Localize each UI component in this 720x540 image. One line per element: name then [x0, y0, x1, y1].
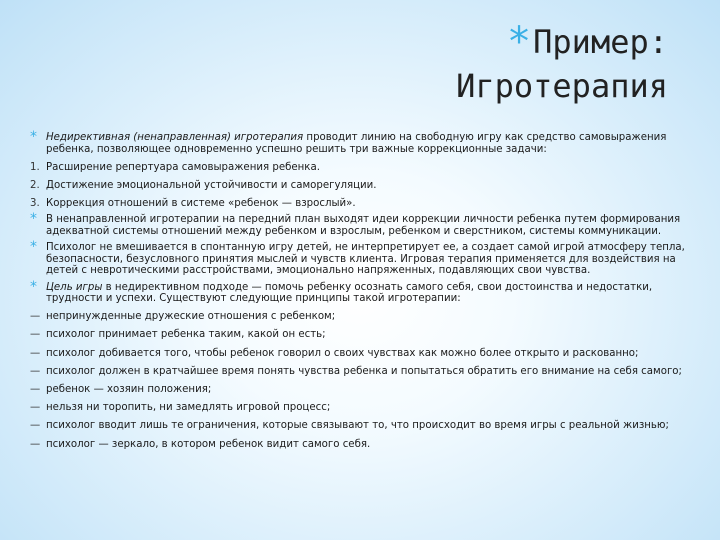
title-star-icon: * [507, 19, 532, 65]
dash-bullet: — [30, 384, 41, 396]
task-number: 1. [30, 161, 40, 173]
point-text: В ненаправленной игротерапии на передний план выходят идеи коррекции личности ребенка путем формирования адекватной системы отношений между ребенком и взрослым, ребенком и сверстником, системы коммуникации. [46, 214, 681, 237]
principle-text: нельзя ни торопить, ни замедлять игровой процесс; [46, 402, 331, 414]
principle-item [30, 366, 688, 378]
goal-paragraph [30, 278, 688, 305]
intro-paragraph [30, 129, 688, 155]
task-item [30, 180, 688, 192]
dash-bullet: — [30, 420, 41, 432]
point-paragraph [30, 211, 688, 237]
bullet-star-icon: * [30, 211, 37, 228]
bullet-star-icon: * [30, 278, 37, 295]
bullet-star-icon: * [30, 239, 37, 256]
title-line-1: *Пример: [507, 19, 668, 65]
principle-text: психолог вводит лишь те ограничения, которые связывают то, что происходит во время игры с реальной жизнью; [46, 420, 669, 432]
task-number: 2. [30, 179, 40, 191]
point-text: Психолог не вмешивается в спонтанную игру детей, не интерпретирует ее, а создает самой игрой атмосферу тепла, безопасности, безусловного принятия мыслей и чувств клиента. Игровая терапия применяется для воздействия на детей с невротическими расстройствами, эмоционально напряженных, подавляющих свои чувства. [46, 242, 685, 277]
intro-text: проводит линию на свободную игру как средство самовыражения ребенка, позволяющее одновременно успешно решить три важные коррекционные задачи: [46, 132, 667, 155]
principle-item [30, 402, 688, 414]
principle-item [30, 329, 688, 341]
task-text: Расширение репертуара самовыражения ребенка. [46, 161, 320, 173]
principle-item [30, 348, 688, 360]
principle-text: непринужденные дружеские отношения с ребенком; [46, 311, 336, 323]
principle-text: психолог добивается того, чтобы ребенок говорил о своих чувствах как можно более открыто и раскованно; [46, 347, 639, 359]
slide-title [456, 20, 668, 108]
task-item [30, 162, 688, 174]
principle-text: ребенок — хозяин положения; [46, 384, 212, 396]
principle-text: психолог должен в кратчайшее время понять чувства ребенка и попытаться обратить его внимание на себя самого; [46, 365, 682, 377]
slide-body [30, 129, 688, 457]
principle-item [30, 420, 688, 432]
dash-bullet: — [30, 347, 41, 359]
task-text: Коррекция отношений в системе «ребенок — взрослый». [46, 198, 356, 210]
title-line-2: Игротерапия [456, 67, 668, 105]
task-number: 3. [30, 198, 40, 210]
point-paragraph [30, 239, 688, 277]
principle-text: психолог — зеркало, в котором ребенок видит самого себя. [46, 438, 371, 450]
dash-bullet: — [30, 438, 41, 450]
goal-term: Цель игры [46, 281, 103, 293]
dash-bullet: — [30, 365, 41, 377]
principle-text: психолог принимает ребенка таким, какой он есть; [46, 329, 326, 341]
task-item [30, 198, 688, 210]
principle-item [30, 439, 688, 451]
bullet-star-icon: * [30, 129, 37, 145]
dash-bullet: — [30, 329, 41, 341]
principle-item [30, 384, 688, 396]
dash-bullet: — [30, 402, 41, 414]
intro-term: Недирективная (ненаправленная) игротерапия [46, 132, 304, 143]
dash-bullet: — [30, 311, 41, 323]
task-text: Достижение эмоциональной устойчивости и саморегуляции. [46, 179, 377, 191]
principle-item [30, 311, 688, 323]
goal-text: в недирективном подходе — помочь ребенку осознать самого себя, свои достоинства и недостатки, трудности и успехи. Существуют следующие принципы такой игротерапии: [46, 281, 653, 305]
